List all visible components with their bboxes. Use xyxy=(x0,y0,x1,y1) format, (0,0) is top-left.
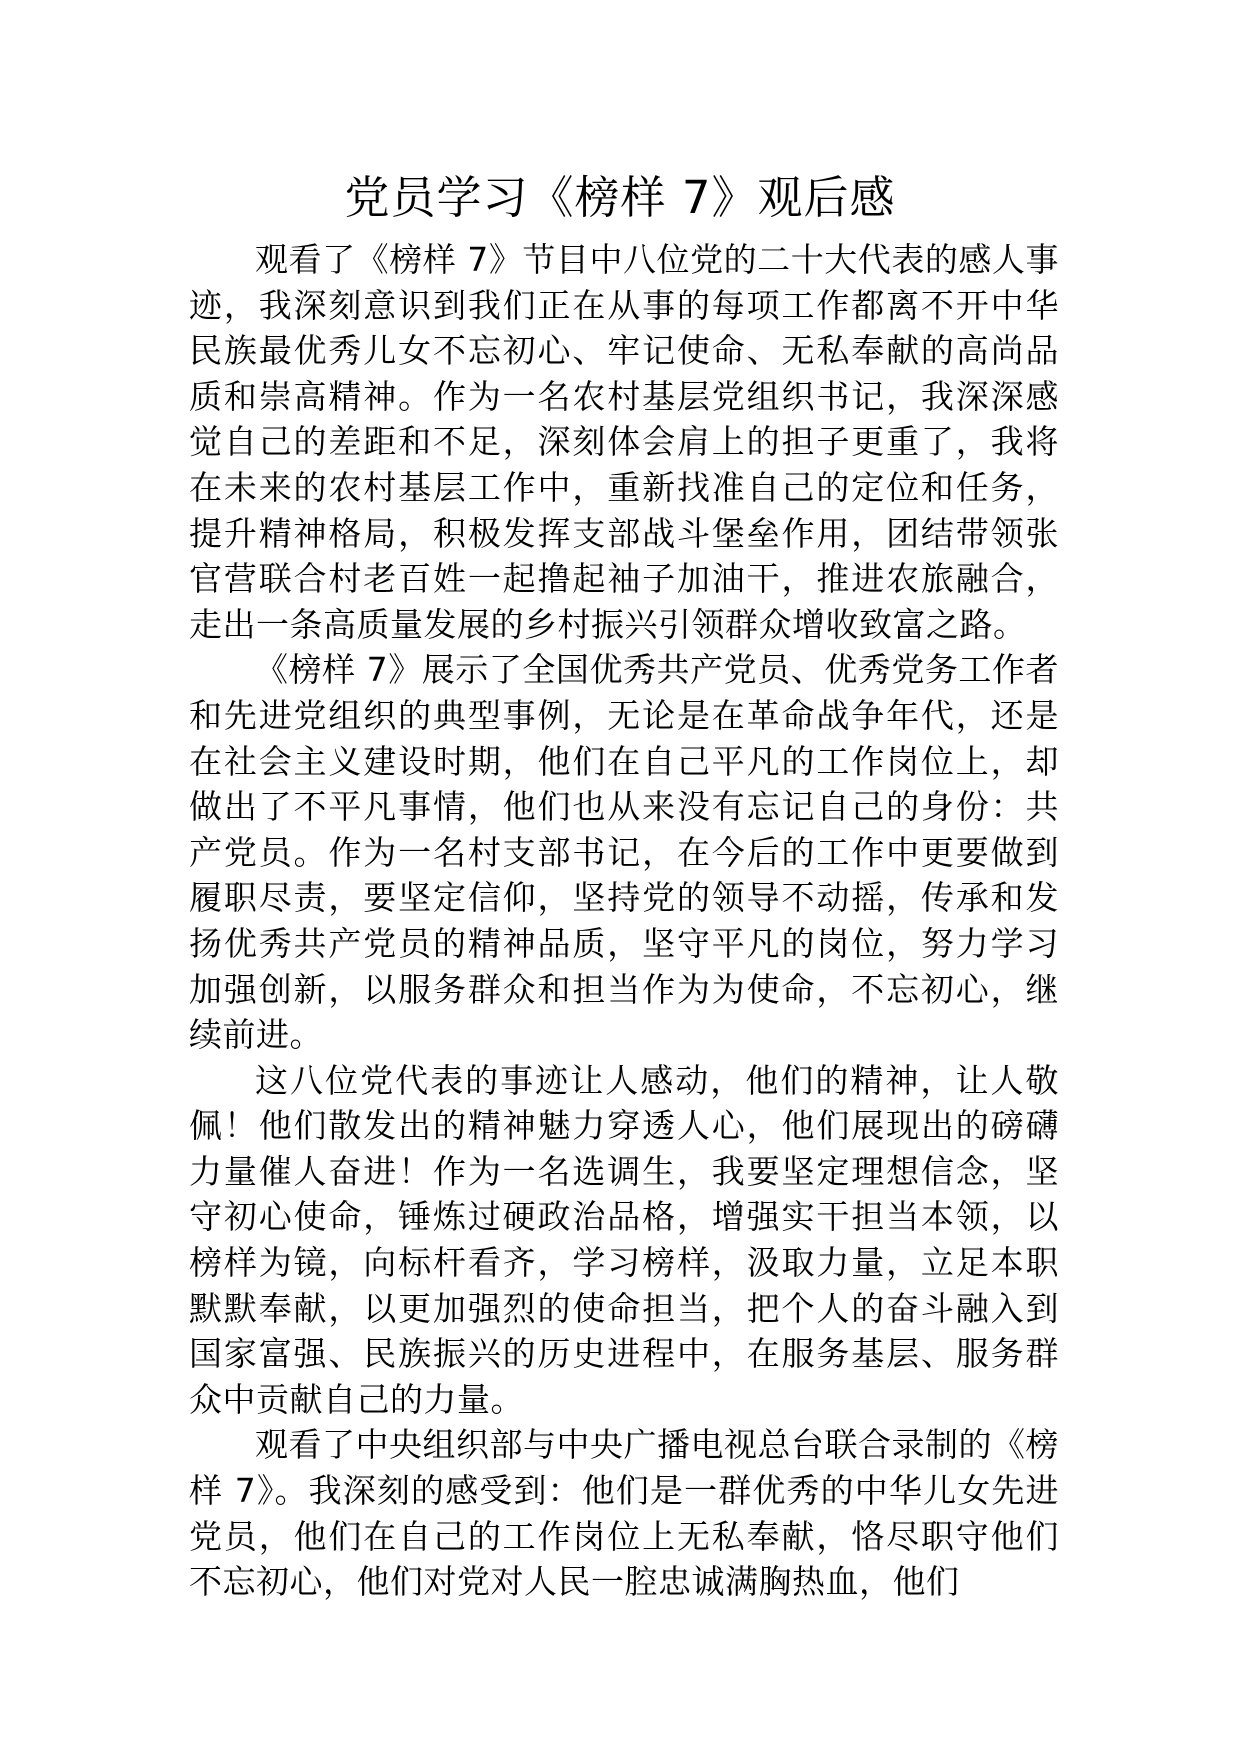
paragraph-1: 观看了《榜样 7》节目中八位党的二十大代表的感人事迹，我深刻意识到我们正在从事的每项工作都离不开中华民族最优秀儿女不忘初心、牢记使命、无私奉献的高尚品质和崇高精神。作为一名农村基层党组织书记，我深深感觉自己的差距和不足，深刻体会肩上的担子更重了，我将在未来的农村基层工作中，重新找准自己的定位和任务，提升精神格局，积极发挥支部战斗堡垒作用，团结带领张官营联合村老百姓一起撸起袖子加油干，推进农旅融合，走出一条高质量发展的乡村振兴引领群众增收致富之路。 xyxy=(189,240,1059,644)
document-title: 党员学习《榜样 7》观后感 xyxy=(344,171,896,224)
paragraph-4: 观看了中央组织部与中央广播电视总台联合录制的《榜样 7》。我深刻的感受到：他们是一群优秀的中华儿女先进党员，他们在自己的工作岗位上无私奉献，恪尽职守他们不忘初心，他们对党对人民一腔忠诚满胸热血，他们 xyxy=(189,1425,1059,1602)
document-body xyxy=(189,237,1059,1605)
paragraph-2: 《榜样 7》展示了全国优秀共产党员、优秀党务工作者和先进党组织的典型事例，无论是在革命战争年代，还是在社会主义建设时期，他们在自己平凡的工作岗位上，却做出了不平凡事情，他们也从来没有忘记自己的身份：共产党员。作为一名村支部书记，在今后的工作中更要做到履职尽责，要坚定信仰，坚持党的领导不动摇，传承和发扬优秀共产党员的精神品质，坚守平凡的岗位，努力学习加强创新，以服务群众和担当作为为使命，不忘初心，继续前进。 xyxy=(189,650,1059,1055)
paragraph-3: 这八位党代表的事迹让人感动，他们的精神，让人敬佩！他们散发出的精神魅力穿透人心，他们展现出的磅礴力量催人奋进！作为一名选调生，我要坚定理想信念，坚守初心使命，锤炼过硬政治品格，增强实干担当本领，以榜样为镜，向标杆看齐，学习榜样，汲取力量，立足本职默默奉献，以更加强烈的使命担当，把个人的奋斗融入到国家富强、民族振兴的历史进程中，在服务基层、服务群众中贡献自己的力量。 xyxy=(189,1060,1059,1419)
